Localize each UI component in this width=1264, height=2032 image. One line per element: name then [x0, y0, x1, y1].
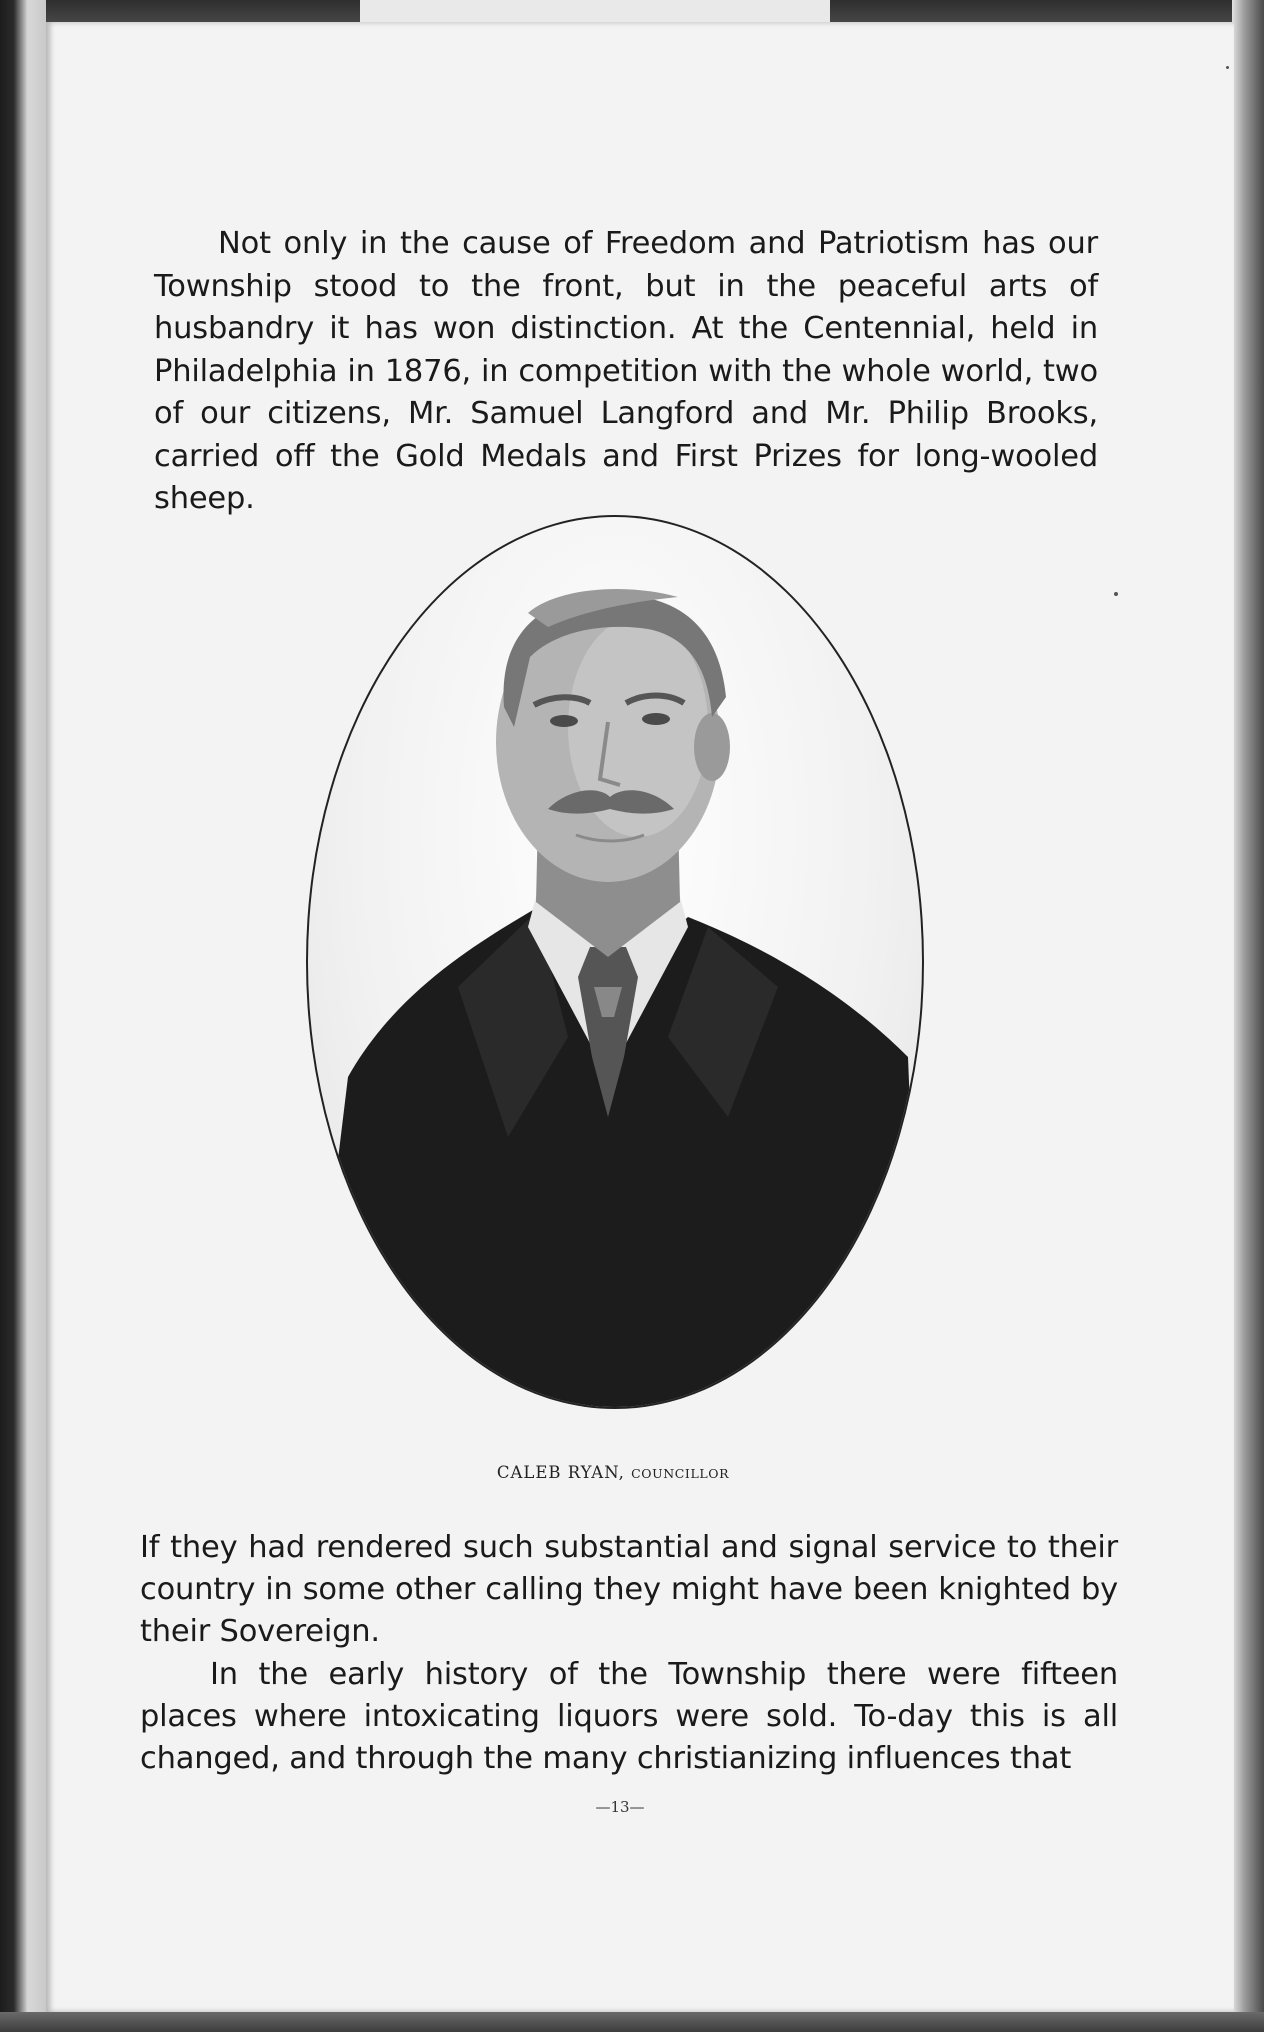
paragraph-knighted: If they had rendered such substantial and signal service to their country in some other calling they might have been knighted by their Sovereign. [140, 1530, 1118, 1649]
portrait-ear [694, 713, 730, 781]
paragraph-centennial: Not only in the cause of Freedom and Patriotism has our Township stood to the front, but in the peaceful arts of husbandry it has won distinction. At the Centennial, held in Philadelphia in 1876, in competition with the whole world, two of our citizens, Mr. Samuel Langford and Mr. Philip Brooks, carried off the Gold Medals and First Prizes for long-wooled sheep. [154, 226, 1098, 516]
portrait-caption [306, 1463, 920, 1482]
scan-right-edge [1232, 0, 1264, 2032]
scan-speck [1114, 592, 1118, 596]
caption-name: CALEB RYAN, [496, 1463, 632, 1482]
paragraph-early-history: In the early history of the Township there were fifteen places where intoxicating liquors were sold. To-day this is all changed, and through the many christianizing influences that [140, 1657, 1118, 1776]
portrait-photo [308, 517, 922, 1407]
scan-top-light [360, 0, 830, 24]
portrait-oval [306, 515, 924, 1409]
scan-speck [1226, 66, 1229, 69]
caption-title: COUNCILLOR [631, 1466, 730, 1481]
scan-left-edge [0, 0, 46, 2032]
page-number: —13— [595, 1798, 645, 1816]
scan-bottom-edge [0, 2012, 1264, 2032]
